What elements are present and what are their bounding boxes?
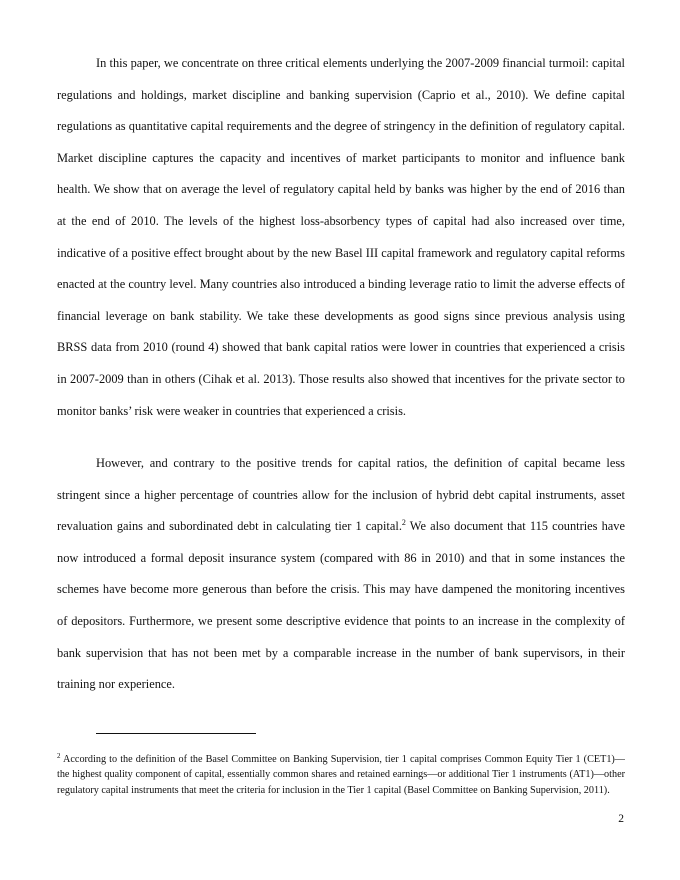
footnote-text: According to the definition of the Basel Committee on Banking Supervision, tier 1 capital comprises Common Equity Tier 1 (CET1)— the highest quality component of capital, essentially common shares and retained earnings—or additional Tier 1 instruments (AT1)—other regulatory capital instruments that meet the criteria for inclusion in the Tier 1 capital (Basel Committee on Banking Supervision, 2011). (57, 754, 625, 796)
footnote (57, 752, 625, 798)
paragraph-2-text-end: We also document that 115 countries have now introduced a formal deposit insurance system (compared with 86 in 2010) and that in some instances the schemes have become more generous than before the crisis. This may have dampened the monitoring incentives of depositors. Furthermore, we present some descriptive evidence that points to an increase in the complexity of bank supervision that has not been met by a comparable increase in the number of bank supervisors, in their training nor experience. (57, 519, 625, 692)
paragraph-2-text-start: However, and contrary to the positive trends for capital ratios, the definition of capital became less stringent since a higher percentage of countries allow for the inclusion of hybrid debt capital instruments, asset revaluation gains and subordinated debt in calculating tier 1 capital. (57, 456, 625, 534)
footnote-reference: 2 (401, 518, 406, 528)
body-paragraph-2 (57, 448, 625, 701)
footnote-separator (96, 733, 256, 734)
paragraph-1-text: In this paper, we concentrate on three critical elements underlying the 2007-2009 financial turmoil: capital regulations and holdings, market discipline and banking supervision (Caprio et al., 2010). We define capital regulations as quantitative capital requirements and the degree of stringency in the definition of regulatory capital. Market discipline captures the capacity and incentives of market participants to monitor and influence bank health. We show that on average the level of regulatory capital held by banks was higher by the end of 2016 than at the end of 2010. The levels of the highest loss-absorbency types of capital had also increased over time, indicative of a positive effect brought about by the new Basel III capital framework and regulatory capital reforms enacted at the country level. Many countries also introduced a binding leverage ratio to limit the adverse effects of financial leverage on bank stability. We take these developments as good signs since previous analysis using BRSS data from 2010 (round 4) showed that bank capital ratios were lower in countries that experienced a crisis in 2007-2009 than in others (Cihak et al. 2013). Those results also showed that incentives for the private sector to monitor banks’ risk were weaker in countries that experienced a crisis. (57, 56, 625, 418)
footnote-marker: 2 (57, 752, 61, 760)
page-number: 2 (618, 813, 624, 825)
body-paragraph-1 (57, 48, 625, 427)
